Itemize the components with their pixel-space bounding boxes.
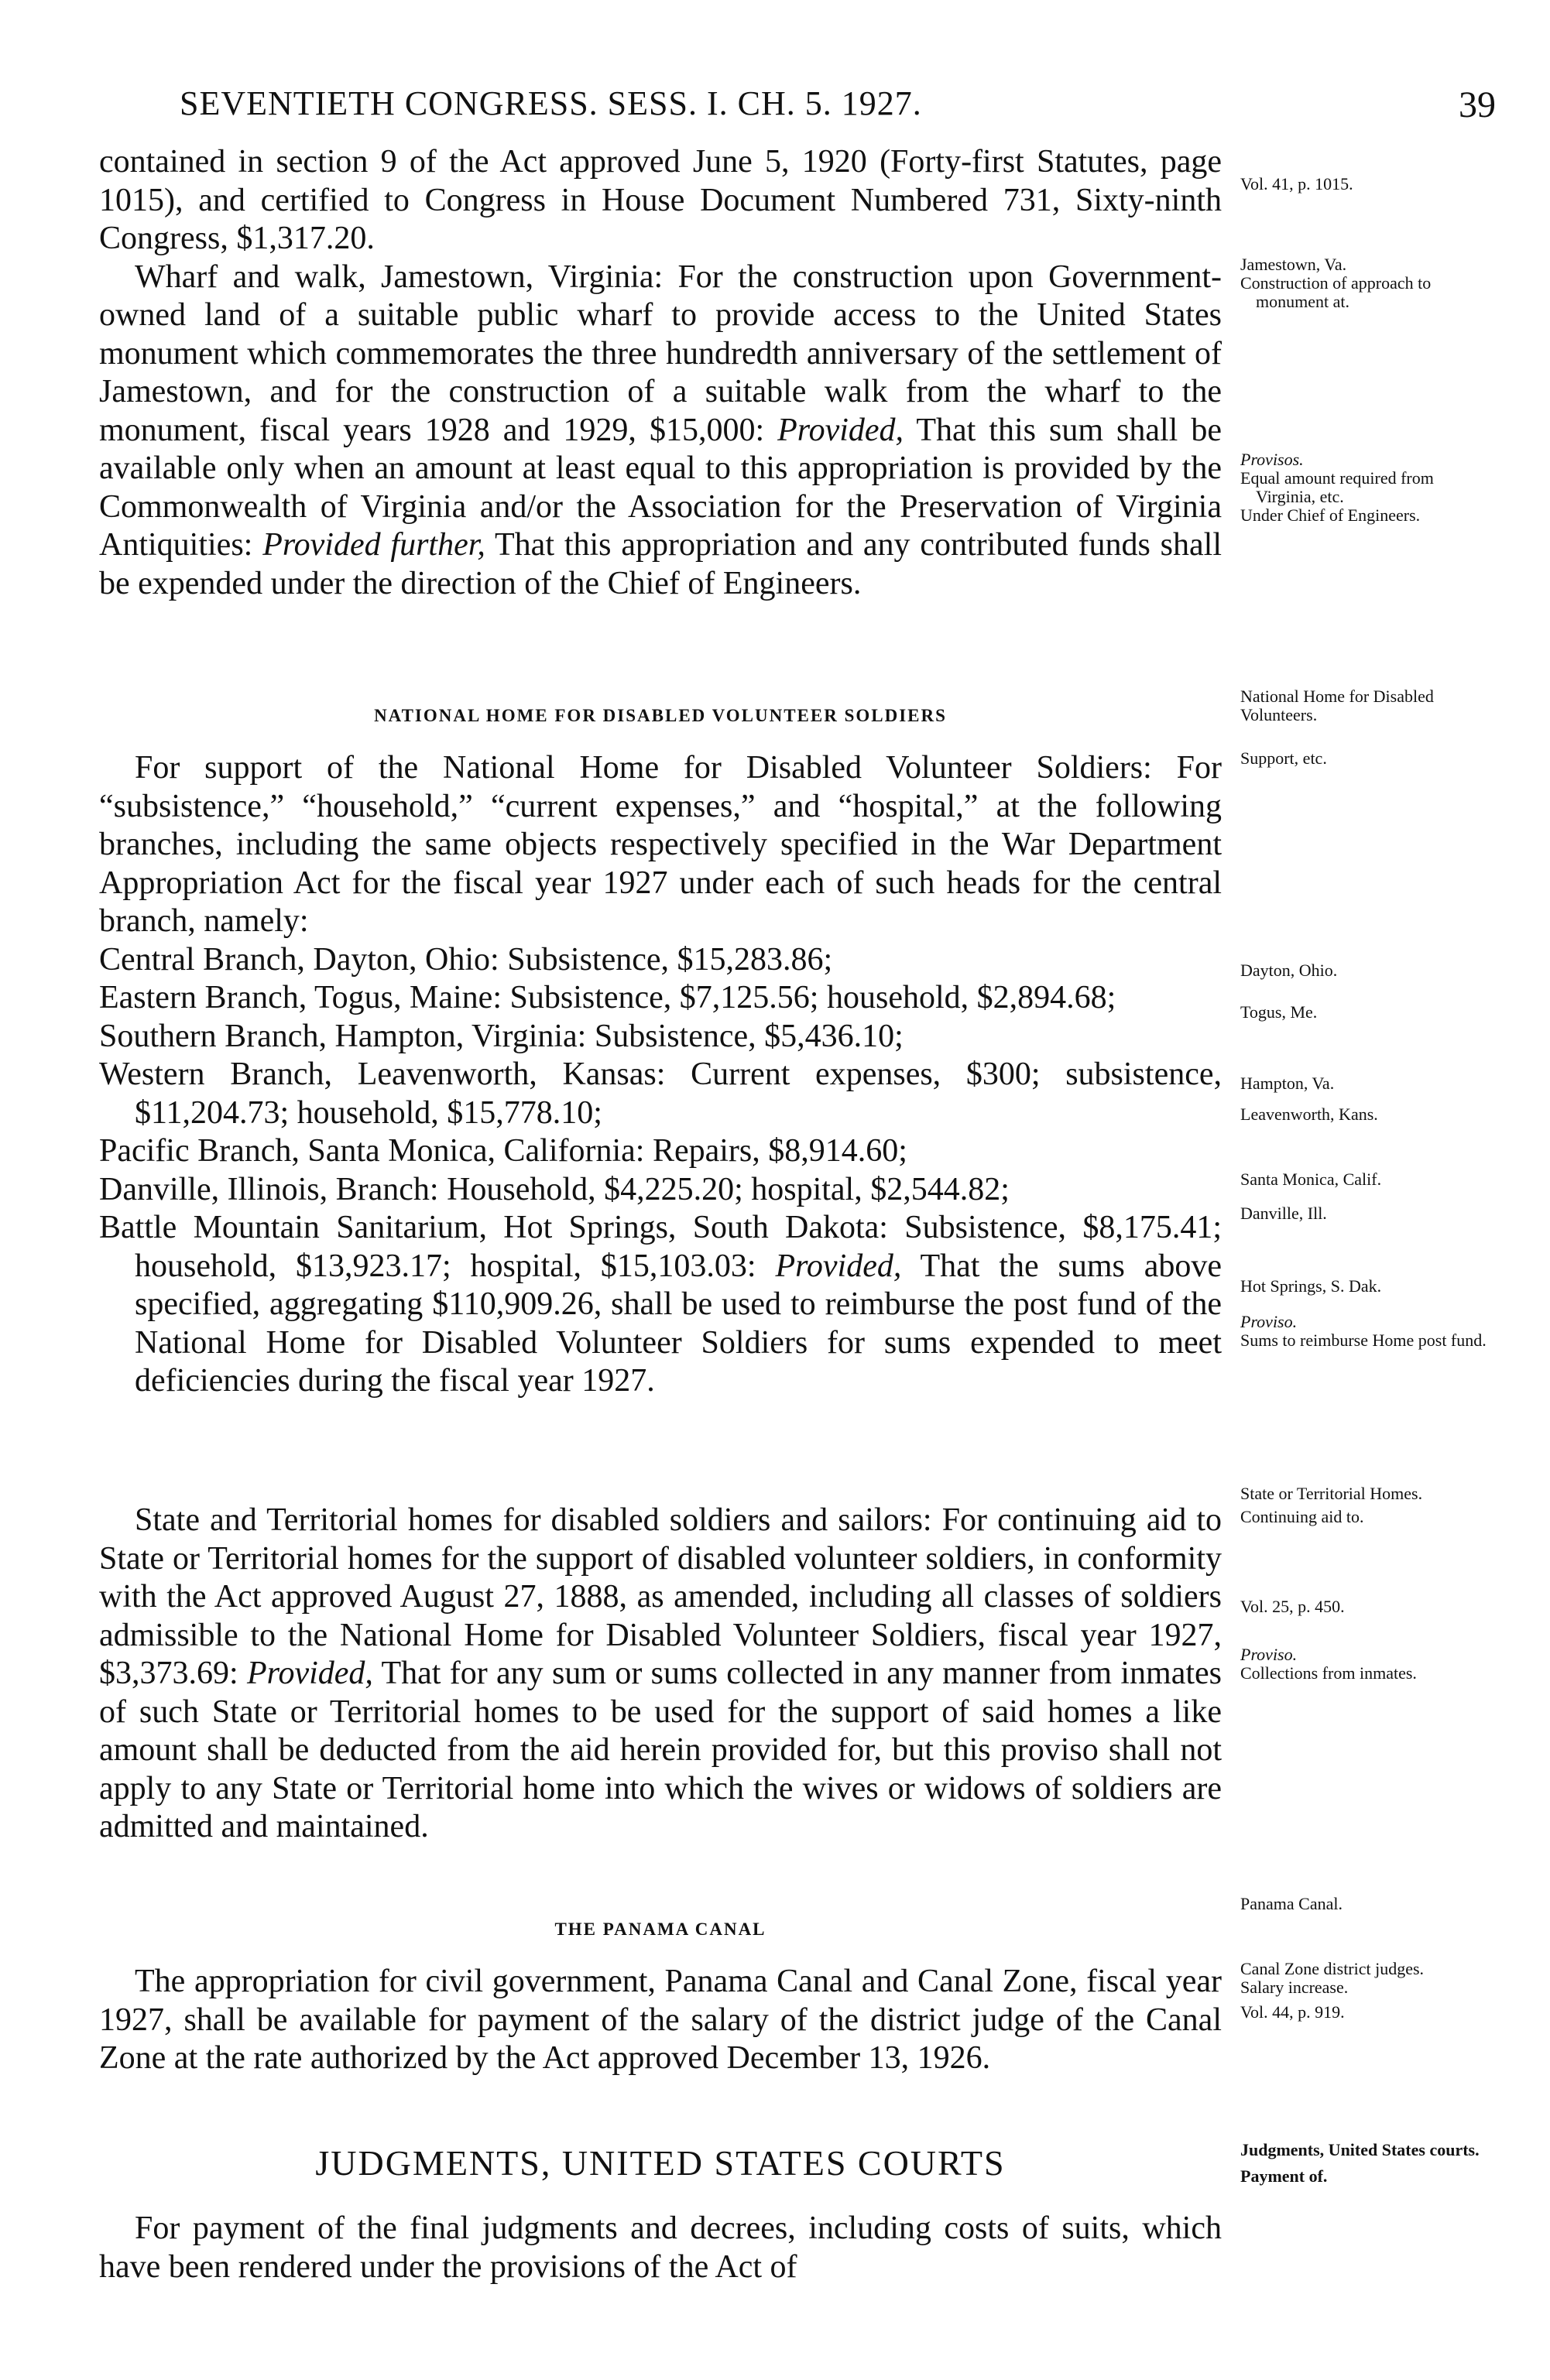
- branch-battle-mountain: Battle Mountain Sanitarium, Hot Springs, South Dakota: Subsistence, $8,175.41; household, $13,923.17; hospital, $15,103.03: Provided, That the sums above specified, aggregating $110,909.26, shall be used to reimburse the post fund of the National Home for Disabled Volunteer Soldiers for sums expended to meet deficiencies during the fiscal year 1927.: [99, 1210, 1222, 1399]
- branch-western: Western Branch, Leavenworth, Kansas: Current expenses, $300; subsistence, $11,204.73; household, $15,778.10;: [99, 1056, 1222, 1131]
- heading-panama-canal: THE PANAMA CANAL: [554, 1919, 766, 1939]
- margin-note-proviso-2: Proviso. Collections from inmates.: [1240, 1645, 1417, 1683]
- margin-note-vol41: Vol. 41, p. 1015.: [1240, 174, 1353, 193]
- branch-southern: Southern Branch, Hampton, Virginia: Subsistence, $5,436.10;: [99, 1018, 904, 1054]
- judgments-section: [99, 2210, 1222, 2286]
- margin-note-togus: Togus, Me.: [1240, 1002, 1318, 1022]
- margin-note-dayton: Dayton, Ohio.: [1240, 961, 1338, 980]
- margin-note-provisos: Provisos. Equal amount required from Virginia, etc. Under Chief of Engineers.: [1240, 450, 1434, 525]
- national-home-section: [99, 697, 1222, 735]
- margin-note-support: Support, etc.: [1240, 748, 1327, 768]
- margin-note-hot-springs: Hot Springs, S. Dak.: [1240, 1276, 1382, 1296]
- heading-judgments: JUDGMENTS, UNITED STATES COURTS: [315, 2143, 1006, 2183]
- panama-section: [99, 1963, 1222, 2078]
- margin-note-leavenworth: Leavenworth, Kans.: [1240, 1104, 1378, 1124]
- branch-central: Central Branch, Dayton, Ohio: Subsistence, $15,283.86;: [99, 941, 833, 978]
- margin-note-state-homes: State or Territorial Homes. Continuing aid to.: [1240, 1484, 1423, 1526]
- paragraph-support: For support of the National Home for Disabled Volunteer Soldiers: For “subsistence,” “household,” “current expenses,” and “hospital,” at the following branches, including the same objects respectively specified in the War Department Appropriation Act for the fiscal year 1927 under each of such heads for the central branch, namely:: [99, 750, 1222, 939]
- margin-note-danville: Danville, Ill.: [1240, 1204, 1327, 1223]
- margin-note-vol25: Vol. 25, p. 450.: [1240, 1597, 1345, 1616]
- panama-heading-block: [99, 1910, 1222, 1949]
- paragraph-wharf: Wharf and walk, Jamestown, Virginia: For the construction upon Government-owned land of a suitable public wharf to provide access to the United States monument which commemorates the three hundredth anniversary of the settlement of Jamestown, and for the construction of a suitable walk from the wharf to the monument, fiscal years 1928 and 1929, $15,000: Provided, That this sum shall be available only when an amount at least equal to this appropriation is provided by the Commonwealth of Virginia and/or the Association for the Preservation of Virginia Antiquities: Provided further, That this appropriation and any contributed funds shall be expended under the direction of the Chief of Engineers.: [99, 259, 1222, 601]
- margin-note-jamestown: Jamestown, Va. Construction of approach to monument at.: [1240, 255, 1432, 311]
- margin-note-judgments: Judgments, United States courts. Payment of.: [1240, 2140, 1480, 2186]
- margin-note-panama: Panama Canal.: [1240, 1894, 1343, 1913]
- margin-note-national-home: National Home for Disabled Volunteers.: [1240, 687, 1434, 724]
- running-head: SEVENTIETH CONGRESS. SESS. I. CH. 5. 1927.: [180, 84, 922, 122]
- branch-pacific: Pacific Branch, Santa Monica, California: Repairs, $8,914.60;: [99, 1133, 907, 1169]
- paragraph-judgments: For payment of the final judgments and decrees, including costs of suits, which have been rendered under the provisions of the Act of: [99, 2210, 1222, 2285]
- page-header: [180, 84, 1496, 130]
- margin-note-proviso-1: Proviso. Sums to reimburse Home post fund.: [1240, 1312, 1487, 1350]
- paragraph-panama: The appropriation for civil government, Panama Canal and Canal Zone, fiscal year 1927, shall be available for payment of the salary of the district judge of the Canal Zone at the rate authorized by the Act approved December 13, 1926.: [99, 1964, 1222, 2076]
- paragraph-continued: contained in section 9 of the Act approved June 5, 1920 (Forty-first Statutes, page 1015), and certified to Congress in House Document Numbered 731, Sixty-ninth Congress, $1,317.20.: [99, 144, 1222, 256]
- national-home-body: [99, 749, 1222, 1401]
- margin-note-canal-zone: Canal Zone district judges. Salary increase. Vol. 44, p. 919.: [1240, 1959, 1425, 2022]
- paragraph-state-homes: State and Territorial homes for disabled soldiers and sailors: For continuing aid to State or Territorial homes for the support of disabled volunteer soldiers, in conformity with the Act approved August 27, 1888, as amended, including all classes of soldiers admissible to the National Home for Disabled Volunteer Soldiers, fiscal year 1927, $3,373.69: Provided, That for any sum or sums collected in any manner from inmates of such State or Territorial homes to be used for the support of said homes a like amount shall be deducted from the aid herein provided for, but this proviso shall not apply to any State or Territorial home into which the wives or widows of soldiers are admitted and maintained.: [99, 1502, 1222, 1844]
- page-number: 39: [1459, 84, 1496, 125]
- branch-eastern: Eastern Branch, Togus, Maine: Subsistence, $7,125.56; household, $2,894.68;: [99, 980, 1116, 1015]
- branch-danville: Danville, Illinois, Branch: Household, $4,225.20; hospital, $2,544.82;: [99, 1171, 1010, 1207]
- state-homes-section: [99, 1502, 1222, 1847]
- judgments-heading-block: [99, 2144, 1222, 2183]
- heading-national-home: NATIONAL HOME FOR DISABLED VOLUNTEER SOLDIERS: [374, 706, 947, 725]
- wharf-section: [99, 143, 1222, 603]
- margin-note-santa-monica: Santa Monica, Calif.: [1240, 1169, 1382, 1189]
- margin-note-hampton: Hampton, Va.: [1240, 1074, 1335, 1093]
